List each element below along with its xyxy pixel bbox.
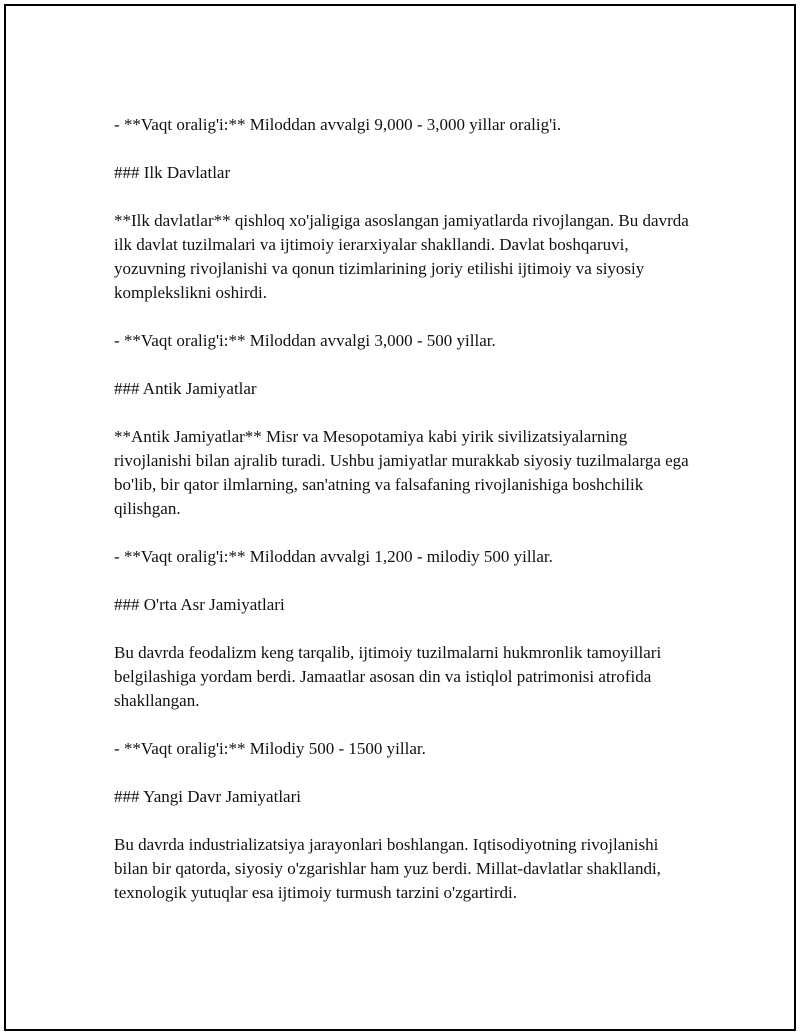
heading-ilk-davlatlar: ### Ilk Davlatlar: [114, 163, 231, 182]
time-range-orta-asr: - **Vaqt oralig'i:** Milodiy 500 - 1500 yillar.: [114, 739, 426, 758]
time-range-antik-jamiyatlar: - **Vaqt oralig'i:** Miloddan avvalgi 1,200 - milodiy 500 yillar.: [114, 547, 553, 566]
time-range-prehistoric: - **Vaqt oralig'i:** Miloddan avvalgi 9,000 - 3,000 yillar oralig'i.: [114, 115, 562, 134]
heading-yangi-davr: ### Yangi Davr Jamiyatlari: [114, 787, 301, 806]
heading-orta-asr: ### O'rta Asr Jamiyatlari: [114, 595, 285, 614]
document-body: [114, 113, 694, 929]
time-range-ilk-davlatlar: - **Vaqt oralig'i:** Miloddan avvalgi 3,000 - 500 yillar.: [114, 331, 496, 350]
paragraph-ilk-davlatlar: **Ilk davlatlar** qishloq xo'jaligiga asoslangan jamiyatlarda rivojlangan. Bu davrda ilk davlat tuzilmalari va ijtimoiy ierarxiyalar shakllandi. Davlat boshqaruvi, yozuvning rivojlanishi va qonun tizimlarining joriy etilishi ijtimoiy va siyosiy komplekslikni oshirdi.: [114, 211, 689, 302]
paragraph-antik-jamiyatlar: **Antik Jamiyatlar** Misr va Mesopotamiya kabi yirik sivilizatsiyalarning rivojlanishi bilan ajralib turadi. Ushbu jamiyatlar murakkab siyosiy tuzilmalarga ega bo'lib, bir qator ilmlarning, san'atning va falsafaning rivojlanishiga boshchilik qilishgan.: [114, 427, 689, 518]
paragraph-orta-asr: Bu davrda feodalizm keng tarqalib, ijtimoiy tuzilmalarni hukmronlik tamoyillari belgilashiga yordam berdi. Jamaatlar asosan din va istiqlol patrimonisi atrofida shakllangan.: [114, 643, 662, 710]
heading-antik-jamiyatlar: ### Antik Jamiyatlar: [114, 379, 257, 398]
paragraph-yangi-davr: Bu davrda industrializatsiya jarayonlari boshlangan. Iqtisodiyotning rivojlanishi bilan bir qatorda, siyosiy o'zgarishlar ham yuz berdi. Millat-davlatlar shakllandi, texnologik yutuqlar esa ijtimoiy turmush tarzini o'zgartirdi.: [114, 835, 661, 902]
